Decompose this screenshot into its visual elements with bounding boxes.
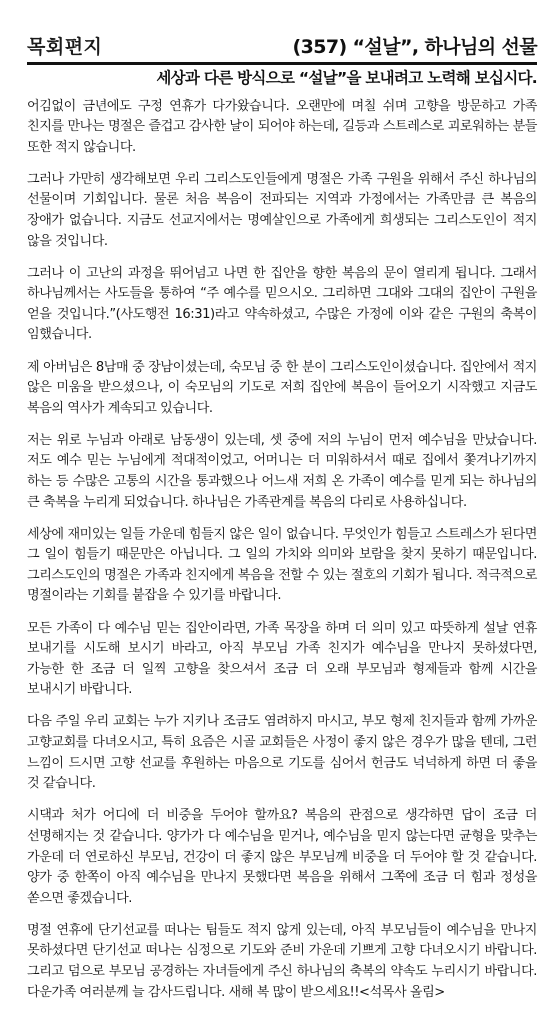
paragraph: 제 아버님은 8남매 중 장남이셨는데, 숙모님 중 한 분이 그리스도인이셨습니다. 집안에서 적지 않은 미움을 받으셨으나, 이 숙모님의 기도로 저희 집안에 복음이 들어오기 시작했고 지금도 복음의 역사가 계속되고 있습니다.: [27, 359, 537, 416]
letter-header: [27, 30, 537, 60]
paragraph: 어김없이 금년에도 구정 연휴가 다가왔습니다. 오랜만에 며칠 쉬며 고향을 방문하고 가족 친지를 만나는 명절은 즐겁고 감사한 날이 되어야 하는데, 길등과 스트레스로 괴로워하는 분들 또한 적지 않습니다.: [27, 98, 537, 155]
paragraph: 다음 주일 우리 교회는 누가 지키나 조금도 염려하지 마시고, 부모 형제 친지들과 함께 가까운 고향교회를 다녀오시고, 특히 요즘은 시골 교회들은 사정이 좋지 않은 경우가 많을 텐데, 그런 느낌이 드시면 고향 선교를 후원하는 마음으로 기도를 심어서 헌금도 넉넉하게 하면 더 좋을 것 같습니다.: [27, 714, 537, 792]
paragraph: 명절 연휴에 단기선교를 떠나는 팀들도 적지 않게 있는데, 아직 부모님들이 예수님을 만나지 못하셨다면 단기선교 떠나는 심정으로 기도와 준비 가운데 기쁘게 고향 다녀오시기 바랍니다. 그리고 덤으로 부모님 공경하는 자녀들에게 주신 하나님의 축복의 약속도 누리시기 바랍니다. 다운가족 여러분께 늘 감사드립니다. 새해 복 많이 받으세요!!<석목사 올림>: [27, 922, 537, 1000]
letter-subtitle: 세상과 다른 방식으로 “설날”을 보내려고 노력해 보십시다.: [156, 69, 537, 87]
paragraph: 저는 위로 누님과 아래로 남동생이 있는데, 셋 중에 저의 누님이 먼저 예수님을 만났습니다. 저도 예수 믿는 누님에게 적대적이었고, 어머니는 더 미워하셔서 때로 집에서 쫓겨나기까지 하는 등 수많은 고통의 시간을 통과했으나 어느새 저희 온 가족이 예수를 믿게 되는 하나님의 큰 축복을 누리게 되었습니다. 하나님은 가족관계를 복음의 다리로 사용하십니다.: [27, 432, 537, 510]
paragraph: 그러나 이 고난의 과정을 뛰어넘고 나면 한 집안을 향한 복음의 문이 열리게 됩니다. 그래서 하나님께서는 사도들을 통하여 “주 예수를 믿으시오. 그리하면 그대와 그대의 집안이 구원을 얻을 것입니다.”(사도행전 16:31)라고 약속하셨고, 수많은 가정에 이와 같은 구원의 축복이 임했습니다.: [27, 265, 537, 343]
paragraph: 세상에 재미있는 일들 가운데 힘들지 않은 일이 없습니다. 무엇인가 힘들고 스트레스가 된다면 그 일이 힘들기 때문만은 아닙니다. 그 일의 가치와 의미와 보람을 찾지 못하기 때문입니다. 그리스도인의 명절은 가족과 친지에게 복음을 전할 수 있는 절호의 기회가 됩니다. 적극적으로 명절이라는 기회를 붙잡을 수 있기를 바랍니다.: [27, 526, 537, 604]
column-name: 목회편지: [27, 36, 103, 58]
paragraph: 모든 가족이 다 예수님 믿는 집안이라면, 가족 목장을 하며 더 의미 있고 따뜻하게 설날 연휴 보내기를 시도해 보시기 바라고, 아직 부모님 가족 친지가 예수님을 만나지 못하셨다면, 가능한 한 조금 더 일찍 고향을 찾으셔서 조금 더 오래 부모님과 형제들과 함께 시간을 보내시기 바랍니다.: [27, 620, 537, 698]
header-rule: [27, 62, 537, 65]
letter-body: [27, 97, 537, 1004]
paragraph: 시댁과 처가 어디에 더 비중을 두어야 할까요? 복음의 관점으로 생각하면 답이 조금 더 선명해지는 것 같습니다. 양가가 다 예수님을 믿거나, 예수님을 믿지 않는다면 균형을 맞추는 가운데 더 연로하신 부모님, 건강이 더 좋지 않은 부모님께 비중을 더 두어야 할 것 같습니다. 양가 중 한쪽이 아직 예수님을 만나지 못했다면 복음을 위해서 그쪽에 조금 더 힘과 정성을 쏟으면 좋겠습니다.: [27, 808, 537, 906]
paragraph: 그러나 가만히 생각해보면 우리 그리스도인들에게 명절은 가족 구원을 위해서 주신 하나님의 선물이며 기회입니다. 물론 처음 복음이 전파되는 지역과 가정에서는 가족만큼 큰 복음의 장애가 없습니다. 지금도 선교지에서는 명예살인으로 가족에게 희생되는 그리스도인이 적지 않을 것입니다.: [27, 171, 537, 249]
letter-title: (357) “설날”, 하나님의 선물: [292, 36, 537, 58]
